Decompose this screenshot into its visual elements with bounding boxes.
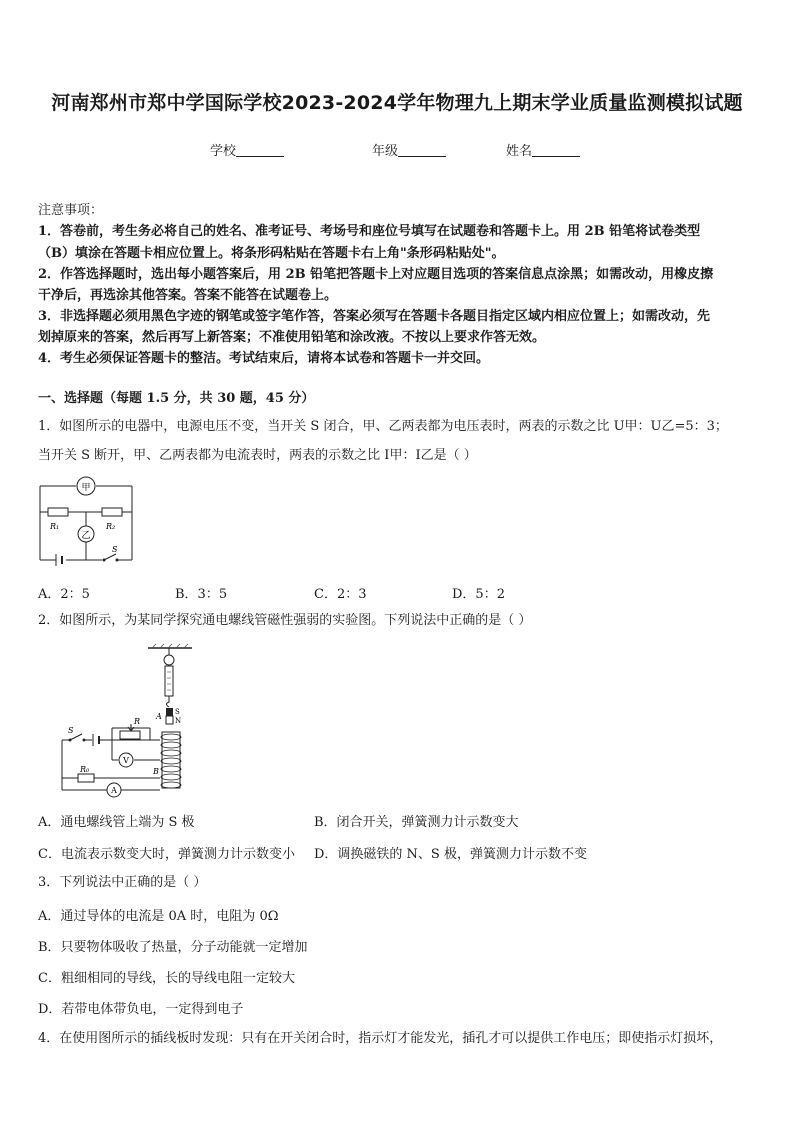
q2-option-a[interactable]: A．通电螺线管上端为 S 极 [38,815,195,830]
label-a: A [156,712,162,721]
meter-yi-label: 乙 [81,531,91,541]
label-v: V [123,756,129,765]
notice-line: 4．考生必须保证答题卡的整洁。考试结束后，请将本试卷和答题卡一并交回。 [38,351,490,366]
name-label: 姓名 [506,144,533,159]
q2-solenoid-diagram [56,642,196,802]
notice-line: 划掉原来的答案，然后再写上新答案；不准使用铅笔和涂改液。不按以上要求作答无效。 [38,330,546,345]
q1-text-line1: 1．如图所示的电器中，电源电压不变，当开关 S 闭合，甲、乙两表都为电压表时，两表的示数之比 U甲：U乙=5：3； [38,419,728,434]
battery-icon [56,554,62,566]
q1-text-line2: 当开关 S 断开，甲、乙两表都为电流表时，两表的示数之比 I甲：I乙是（ ） [38,448,477,463]
label-s-pole: S [175,708,180,716]
notice-line: （B）填涂在答题卡相应位置上。将条形码粘贴在答题卡右上角"条形码粘贴处"。 [38,246,505,261]
q3-option-c[interactable]: C．粗细相同的导线，长的导线电阻一定较大 [38,971,295,986]
q3-option-a[interactable]: A．通过导体的电流是 0A 时，电阻为 0Ω [38,909,279,924]
school-field [210,140,284,159]
spring-scale-ring-icon [164,655,174,665]
notice-line: 干净后，再选涂其他答案。答案不能答在试题卷上。 [38,288,338,303]
resistor-r2-icon [102,508,122,516]
notice-line: 3．非选择题必须用黑色字迹的钢笔或签字笔作答，答案必须写在答题卡各题目指定区域内相应位置上；如需改动，先 [38,309,711,324]
grade-blank[interactable] [398,142,446,157]
solenoid-icon [161,732,181,788]
name-blank[interactable] [532,142,580,157]
label-ammeter: A [111,786,117,795]
q1-option-b[interactable]: B．3：5 [175,587,228,602]
label-b: B [153,767,159,776]
page-title: 河南郑州市郑中学国际学校2023-2024学年物理九上期末学业质量监测模拟试题 [51,92,743,114]
school-label: 学校 [210,144,237,159]
label-s: S [68,726,74,735]
meter-jia-label: 甲 [81,483,91,493]
grade-field [372,140,446,159]
section-heading: 一、选择题（每题 1.5 分，共 30 题，45 分） [38,391,315,406]
name-field [506,140,580,159]
q2-battery-icon [93,734,99,746]
q1-option-c[interactable]: C．2：3 [314,587,367,602]
r1-label: R₁ [50,522,60,531]
q2-option-d[interactable]: D．调换磁铁的 N、S 极，弹簧测力计示数不变 [314,847,587,862]
school-blank[interactable] [236,142,284,157]
rheostat-icon [120,731,140,739]
r2-label: R₂ [106,522,116,531]
switch-label: S [112,545,118,554]
q1-option-a[interactable]: A．2：5 [38,587,90,602]
q2-option-b[interactable]: B．闭合开关，弹簧测力计示数变大 [314,815,519,830]
notice-heading: 注意事项： [38,203,104,218]
spring-scale-icon [165,666,173,696]
label-r0: R₀ [80,765,90,774]
q2-text-line1: 2．如图所示，为某同学探究通电螺线管磁性强弱的实验图。下列说法中正确的是（ ） [38,613,532,628]
magnet-s-end-icon [166,708,173,716]
q3-text-line1: 3．下列说法中正确的是（ ） [38,875,207,890]
label-n-pole: N [175,717,182,725]
notice-line: 2．作答选择题时，选出每小题答案后，用 2B 铅笔把答题卡上对应题目选项的答案信息点涂黑；如需改动，用橡皮擦 [38,267,714,282]
q2-switch-icon [69,734,86,742]
q4-text-line1: 4．在使用图所示的插线板时发现：只有在开关闭合时，指示灯才能发光，插孔才可以提供工作电压；即使指示灯损坏， [38,1031,723,1046]
q3-option-d[interactable]: D．若带电体带负电，一定得到电子 [38,1002,244,1017]
q1-option-d[interactable]: D．5：2 [452,587,505,602]
q1-circuit-diagram [36,474,146,570]
notice-line: 1．答卷前，考生务必将自己的姓名、准考证号、考场号和座位号填写在试题卷和答题卡上。用 2B 铅笔将试卷类型 [38,224,701,239]
resistor-r0-icon [78,774,94,782]
q3-option-b[interactable]: B．只要物体吸收了热量，分子动能就一定增加 [38,940,308,955]
magnet-n-end-icon [166,716,173,724]
grade-label: 年级 [372,144,399,159]
resistor-r1-icon [48,508,68,516]
label-r: R [134,717,141,726]
switch-icon [103,554,119,562]
q2-option-c[interactable]: C．电流表示数变大时，弹簧测力计示数变小 [38,847,295,862]
